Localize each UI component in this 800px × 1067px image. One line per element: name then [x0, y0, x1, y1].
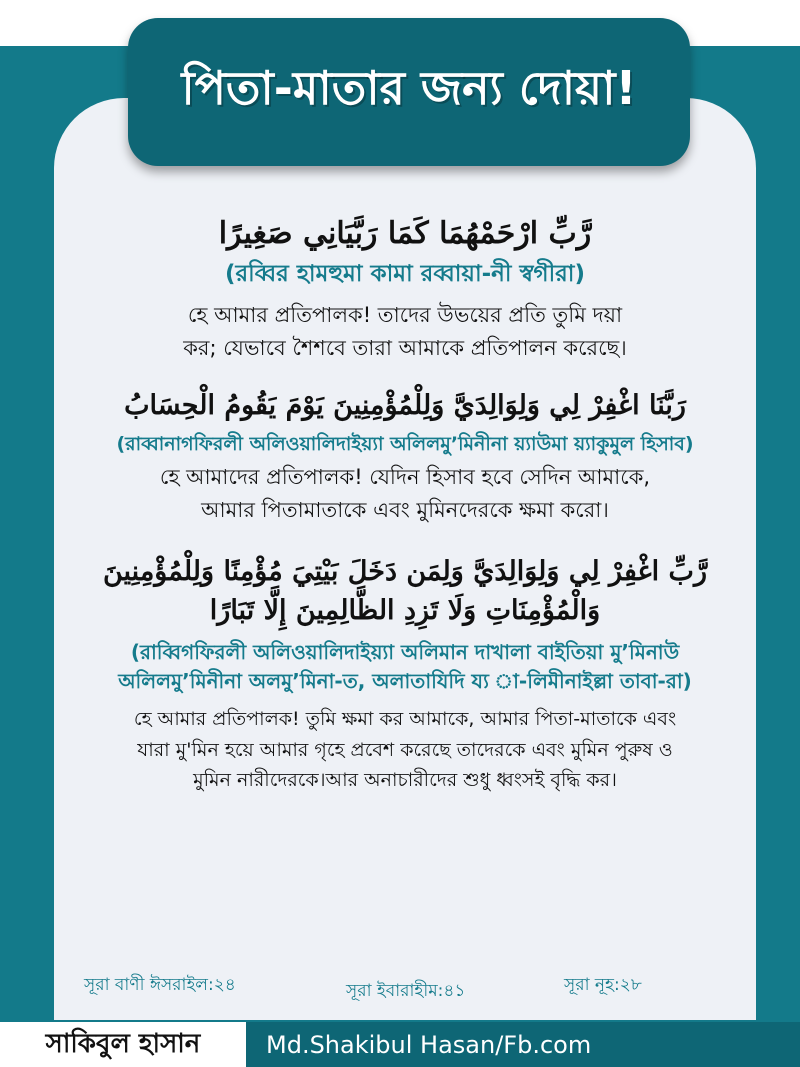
- footer: [0, 1022, 800, 1067]
- dua-3-arabic-line-1: رَّبِّ اغْفِرْ لِي وَلِوَالِدَيَّ وَلِمَن دَخَلَ بَيْتِيَ مُؤْمِنًا وَلِلْمُؤْمِنِينَ: [102, 555, 708, 587]
- dua-2-arabic: رَبَّنَا اغْفِرْ لِي وَلِوَالِدَيَّ وَلِلْمُؤْمِنِينَ يَوْمَ يَقُومُ الْحِسَابُ: [124, 390, 686, 422]
- dua-3-transliteration-line-1: (রাব্বিগফিরলী অলিওয়ালিদাইয়্যা অলিমান দাখালা বাইতিয়া মু’মিনাউ: [130, 640, 680, 665]
- dua-list: [54, 200, 756, 795]
- dua-3-meaning-line-1: হে আমার প্রতিপালক! তুমি ক্ষমা কর আমাকে, আমার পিতা-মাতাকে এবং: [133, 708, 677, 731]
- author-name: সাকিবুল হাসান: [0, 1022, 246, 1067]
- dua-1-meaning: [54, 299, 756, 366]
- dua-3: [54, 552, 756, 795]
- dua-3-arabic-line-2: وَالْمُؤْمِنَاتِ وَلَا تَزِدِ الظَّالِمِينَ إِلَّا تَبَارًا: [209, 595, 601, 627]
- title-banner: [128, 18, 690, 166]
- dua-3-meaning-line-2: যারা মু'মিন হয়ে আমার গৃহে প্রবেশ করেছে তাদেরকে এবং মুমিন পুরুষ ও: [137, 738, 673, 761]
- dua-3-meaning: [54, 704, 756, 795]
- dua-3-transliteration-line-2: অলিলমু’মিনীনা অলমু’মিনা-ত, অলাতাযিদি য্য া-লিমীনাইল্লা তাবা-রা): [118, 669, 692, 694]
- dua-1-transliteration: (রব্বির হামহুমা কামা রব্বায়া-নী স্বগীরা): [225, 260, 585, 287]
- dua-1-meaning-line-1: হে আমার প্রতিপালক! তাদের উভয়ের প্রতি তুমি দয়া: [187, 302, 623, 327]
- dua-1-meaning-line-2: কর; যেভাবে শৈশবে তারা আমাকে প্রতিপালন করেছে।: [183, 336, 627, 361]
- dua-3-meaning-line-3: মুমিন নারীদেরকে।আর অনাচারীদের শুধু ধ্বংসই বৃদ্ধি কর।: [193, 768, 617, 791]
- reference-1: সূরা বাণী ঈসরাইল:২৪: [84, 975, 236, 995]
- dua-2-transliteration: (রাব্বানাগফিরলী অলিওয়ালিদাইয়্যা অলিলমু’মিনীনা য়্যাউমা য়্যাকুমুল হিসাব): [116, 433, 694, 456]
- page-title: পিতা-মাতার জন্য দোয়া!: [181, 61, 637, 115]
- reference-3: সূরা নূহ:২৮: [564, 975, 642, 995]
- dua-2-meaning-line-1: হে আমাদের প্রতিপালক! যেদিন হিসাব হবে সেদিন আমাকে,: [159, 464, 651, 489]
- dua-2-meaning-line-2: আমার পিতামাতাকে এবং মুমিনদেরকে ক্ষমা করো।: [201, 498, 609, 523]
- dua-1-arabic: رَّبِّ ارْحَمْهُمَا كَمَا رَبَّيَانِي صَغِيرًا: [218, 216, 592, 251]
- dua-2: [54, 386, 756, 528]
- dua-2-meaning: [54, 461, 756, 528]
- dua-3-transliteration: [54, 638, 756, 696]
- dua-3-arabic: [54, 552, 756, 630]
- facebook-link[interactable]: Md.Shakibul Hasan/Fb.com: [246, 1022, 800, 1067]
- dua-1: [54, 212, 756, 366]
- reference-2: সূরা ইবারাহীম:৪১: [346, 981, 466, 1001]
